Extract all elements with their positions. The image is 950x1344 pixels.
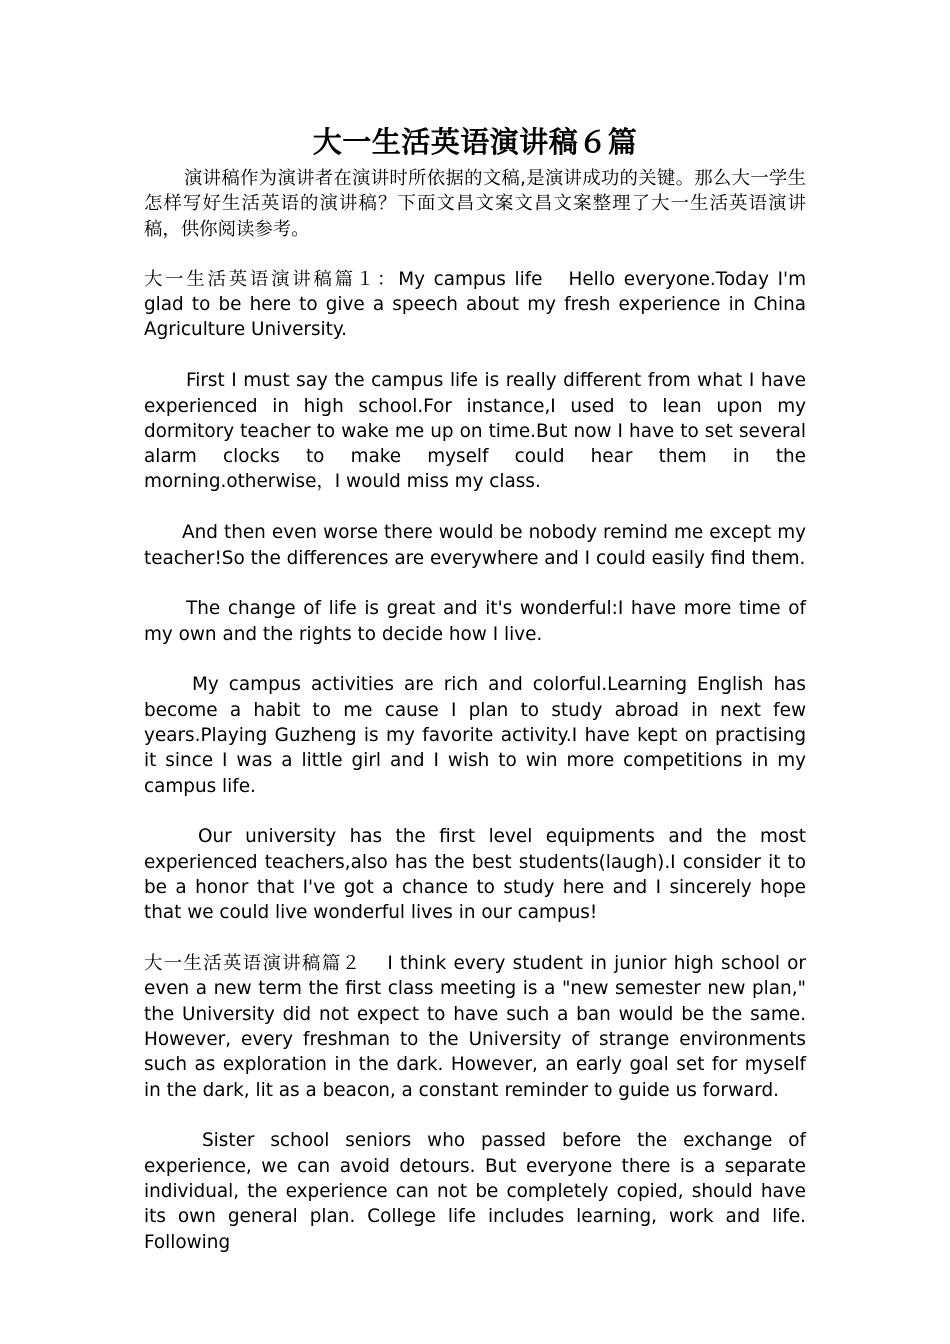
section-1-paragraph-3: The change of life is great and it's wonderful:I have more time of my own and the rights to decide how I live. (144, 598, 806, 645)
section-2-label: 大一生活英语演讲稿篇２ (144, 953, 362, 975)
section-2-opening (144, 951, 806, 1103)
intro-paragraph: 演讲稿作为演讲者在演讲时所依据的文稿,是演讲成功的关键。那么大一学生怎样写好生活英语的演讲稿？下面文昌文案文昌文案整理了大一生活英语演讲稿，供你阅读参考。 (144, 168, 806, 240)
section-1-paragraph-1: First I must say the campus life is really different from what I have experienced in high school.For instance,I used to lean upon my dormitory teacher to wake me up on time.But now I have to set several alarm clocks to make myself could hear them in the morning.otherwise，I would miss my class. (144, 370, 806, 493)
document-body (144, 118, 806, 1280)
section-1-label: 大一生活英语演讲稿篇１：My campus life (144, 268, 543, 290)
section-1-opening-text: Hello everyone.Today I'm glad to be here to give a speech about my fresh experience in China Agriculture University. (144, 268, 806, 341)
section-1-paragraph-4: My campus activities are rich and colorful.Learning English has become a habit to me cause I plan to study abroad in next few years.Playing Guzheng is my favorite activity.I have kept on practising it since I was a little girl and I wish to win more competitions in my campus life. (144, 674, 806, 797)
section-2-paragraph-1: Sister school seniors who passed before the exchange of experience, we can avoid detours. But everyone there is a separate individual, the experience can not be completely copied, should have its own general plan. College life includes learning, work and life. Following (144, 1130, 806, 1253)
section-1-opening (144, 267, 806, 343)
section-2-opening-text: I think every student in junior high school or even a new term the first class meeting is a "new semester new plan," the University did not expect to have such a ban would be the same. However, every freshman to the University of strange environments such as exploration in the dark. However, an early goal set for myself in the dark, lit as a beacon, a constant reminder to guide us forward. (144, 953, 806, 1101)
document-title: 大一生活英语演讲稿６篇 (312, 125, 638, 159)
section-1-paragraph-2: And then even worse there would be nobody remind me except my teacher!So the differences are everywhere and I could easily find them. (144, 522, 806, 569)
section-1-paragraph-5: Our university has the first level equipments and the most experienced teachers,also has the best students(laugh).I consider it to be a honor that I've got a chance to study here and I sincerely hope that we could live wonderful lives in our campus! (144, 826, 806, 924)
